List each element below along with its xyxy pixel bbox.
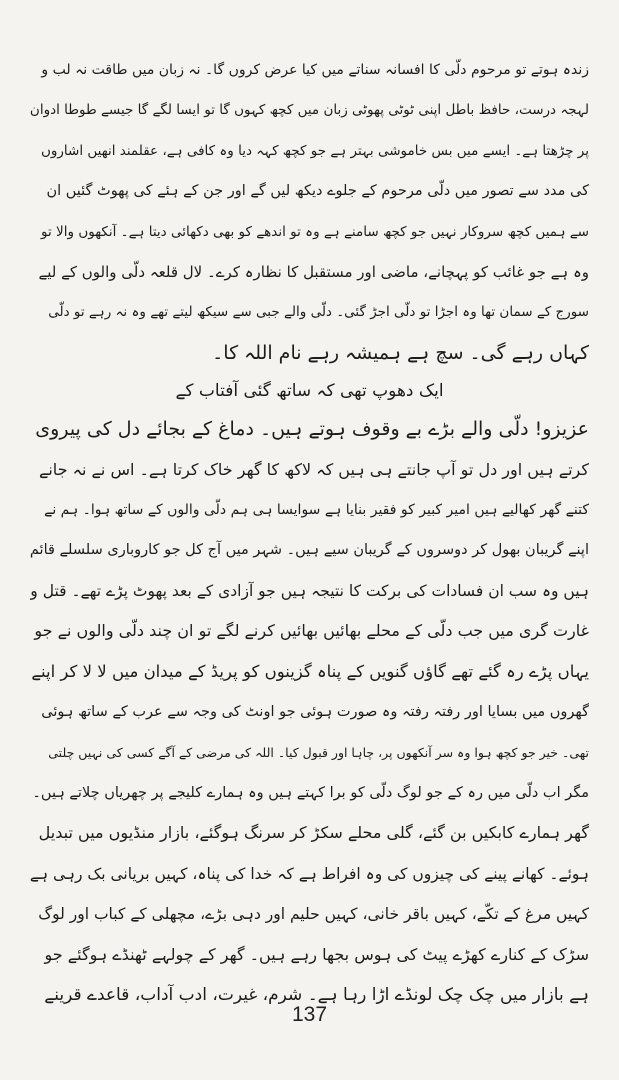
paragraph-1 <box>30 50 589 373</box>
text-line: گھر ہمارے کابکیں بن گئے، گلی محلے سکڑ کر سرنگ ہوگئے، بازار منڈیوں میں تبدیل <box>38 823 589 843</box>
text-line: کہیں مرغ کے تکّے، کہیں باقر خانی، کہیں حلیم اور دہی بڑے، مچھلی کے کباب اور لوگ <box>38 905 589 924</box>
text-line: سڑک کے کنارے کھڑے پیٹ کی ہوس بجھا رہے ہیں۔ گھر کے چولہے ٹھنڈے ہوگئے جو <box>44 944 589 964</box>
text-line: گھروں میں بسایا اور رفتہ رفتہ وہ صورت ہوئی جو اونٹ کی وجہ سے عرب کے ساتھ ہوئی <box>41 704 589 721</box>
text-line: زندہ ہوتے تو مرحوم دلّی کا افسانہ سناتے میں کیا عرض کروں گا۔ نہ زبان میں طاقت نہ لب و <box>41 62 589 78</box>
page-number: 137 <box>291 1003 328 1026</box>
text-line: کرتے ہیں اور دل تو آپ جانتے ہی ہیں کہ لاکھ کا گھر خاک کرتا ہے۔ اس نے نہ جانے <box>38 459 589 479</box>
text-line: کتنے گھر کھالیے ہیں امیر کبیر کو فقیر بنایا ہے سوایسا ہی ہم دلّی والوں کے ساتھ ہوا۔ ہم نے <box>44 502 589 519</box>
section-heading: ایک دھوپ تھی کہ ساتھ گئی آفتاب کے <box>175 381 444 402</box>
text-line: یہاں پڑے رہ گئے تھے گاؤں گنویں کے پناہ گزینوں کو پریڈ کے میدان میں لا لا کر اپنے <box>31 661 589 681</box>
text-line: سے ہمیں کچھ سروکار نہیں جو کچھ سامنے ہے وہ تو اندھے کو بھی دکھائی دیتا ہے۔ آنکھوں والا تو <box>41 223 589 240</box>
text-line: کہاں رہے گی۔ سچ ہے ہمیشہ رہے نام اللہ کا۔ <box>212 341 589 364</box>
text-line: اپنے گریبان بھول کر دوسروں کے گریبان سیے ہیں۔ شہر میں آج کل جو کاروباری سلسلے قائم <box>30 542 589 559</box>
text-line: کی مدد سے تصور میں دلّی مرحوم کے جلوے دیکھ لیں گے اور جن کے ہئے کی پھوٹ گئیں ان <box>46 183 589 200</box>
text-line: پر چڑھتا ہے۔ ایسے میں بس خاموشی بہتر ہے جو کچھ کہہ دیا وہ کافی ہے، عقلمند انھیں اشاروں <box>40 142 589 159</box>
text-line: مگر اب دلّی میں رہ کے جو لوگ دلّی کو برا کہتے ہیں وہ ہمارے کلیجے پر چھریاں چلاتے ہیں۔ <box>32 784 589 801</box>
text-line: ہے بازار میں چک چک لونڈے اڑا رہا ہے۔ شرم، غیرت، ادب آداب، قاعدے قرینے <box>44 984 589 1005</box>
text-line: وہ ہے جو غائب کو پہچانے، ماضی اور مستقبل کا نظارہ کرے۔ لال قلعہ دلّی والوں کے لیے <box>38 263 589 282</box>
text-line: عزیزو! دلّی والے بڑے بے وقوف ہوتے ہیں۔ دماغ کے بجائے دل کی پیروی <box>35 418 589 441</box>
text-line: سورج کے سمان تھا وہ اجڑا تو دلّی اجڑ گئی۔ دلّی والے جبی سے سیکھ لیتے تھے وہ نہ رہے تو دلّی <box>48 304 589 321</box>
text-line: تھی۔ خیر جو کچھ ہوا وہ سر آنکھوں پر، چاہا اور قبول کیا۔ اللہ کی مرضی کے آگے کسی کی نہیں چلتی <box>48 744 589 760</box>
text-line: ہوئے۔ کھانے پینے کی چیزوں کی وہ افراط ہے کہ خدا کی پناہ، کہیں بریانی بک رہی ہے <box>30 864 589 883</box>
text-line: لہجہ درست، حافظ باطل اپنی ٹوٹی پھوٹی زبان میں کچھ کہوں گا تو ایسا لگے گا جیسے طوطا ادوان <box>30 102 589 119</box>
text-line: غارت گری میں جب دلّی کے محلے بھائیں بھائیں کرنے لگے تو ان چند دلّی والوں نے جو <box>34 621 589 641</box>
text-line: ہیں وہ سب ان فسادات کی برکت کا نتیجہ ہیں جو آزادی کے بعد پھوٹ پڑے تھے۔ قتل و <box>30 581 589 600</box>
paragraph-2 <box>30 409 589 1015</box>
